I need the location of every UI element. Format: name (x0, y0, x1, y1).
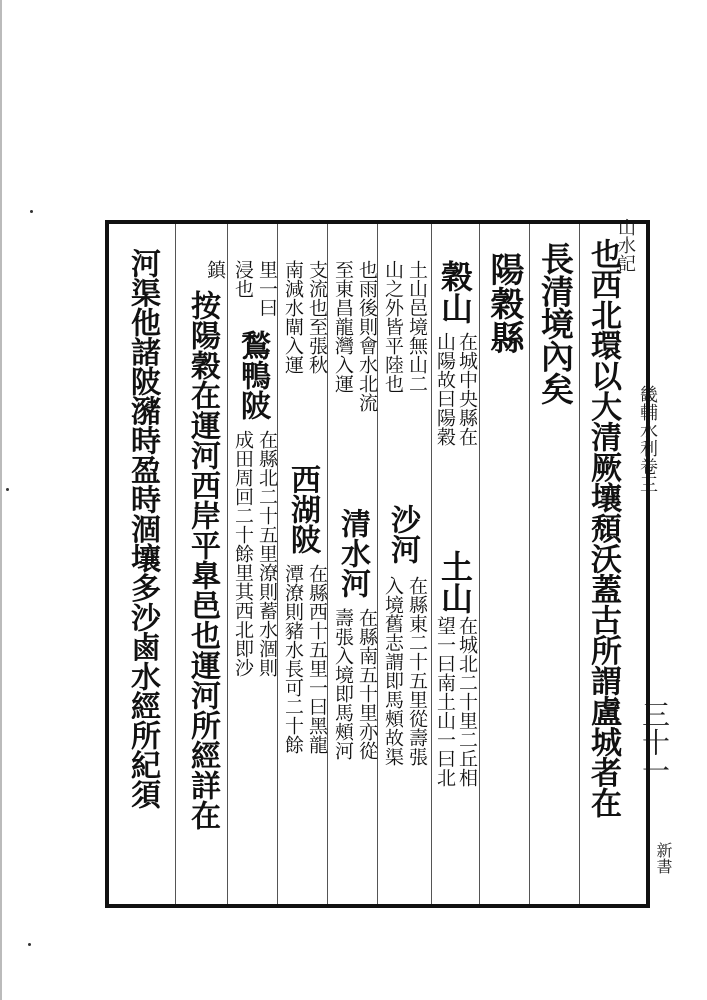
mountain-name-gushan: 穀山 (436, 260, 474, 324)
annotation-left: 南減水閘入運 (282, 260, 304, 374)
annotation-left: 入境舊志謂即馬頰故渠 (382, 576, 404, 766)
mountain-name-tushan: 土山 (436, 550, 474, 614)
top-right-fragment: 山水記 (615, 218, 636, 272)
annotation-right: 里一曰 (256, 260, 278, 317)
ink-speck (30, 210, 33, 213)
annotation-right: 支流也至張秋 (306, 260, 328, 374)
volume-label: 畿輔水利卷三 (637, 385, 658, 493)
annotation-left: 潭潦則豬水長可二十餘 (282, 564, 304, 754)
text-column-13 (181, 246, 227, 896)
column-rule (175, 224, 176, 904)
commentary-column: 河渠他諸陂瀦時盈時涸壤多沙鹵水經所紀須 (125, 248, 160, 809)
annotation-right: 在城北二十里二丘相 (456, 616, 478, 787)
annotation-left: 望一曰南土山一曰北 (434, 616, 456, 787)
column-rule (227, 224, 228, 904)
text-column-11 (233, 246, 279, 896)
text-column-7 (333, 246, 379, 896)
page-left-edge (0, 0, 2, 1000)
annotation-right: 土山邑境無山二 (406, 260, 428, 393)
annotation-left: 山陽故曰陽穀 (434, 332, 456, 446)
annotation-left: 山之外皆平陸也 (382, 260, 404, 393)
annotation-right: 在縣北二十五里潦則蓄水涸則 (256, 430, 278, 677)
column-rule (529, 224, 530, 904)
ink-speck (6, 488, 9, 491)
river-name-qingshuihe: 清水河 (335, 508, 370, 598)
commentary-column: 按陽穀在運河西岸平臯邑也運河所經詳在 (185, 290, 220, 830)
text-column-4 (435, 246, 479, 896)
page-number: 三十一 (638, 700, 671, 784)
text-column-9 (283, 246, 329, 896)
annotation-right: 在縣西十五里一曰黑龍 (306, 564, 328, 754)
column-rule (479, 224, 480, 904)
annotation-left: 壽張入境即馬頰河 (332, 608, 354, 760)
text-column-1: 也西北環以大清厥壤頹沃蓋古所謂盧城者在 (585, 238, 621, 818)
annotation-right: 也雨後則會水北流 (356, 260, 378, 412)
bottom-right-fragment: 新書 (654, 842, 673, 874)
text-column-2: 長清境內矣 (536, 242, 575, 405)
page-frame (105, 220, 650, 908)
annotation-right: 鎮 (204, 260, 226, 279)
pond-name-xihupi: 西湖陂 (285, 464, 320, 554)
river-name-shahe: 沙河 (385, 504, 420, 564)
annotation-left: 成田周回二十餘里其西北即沙 (232, 430, 254, 677)
annotation-right: 在縣東二十五里從壽張 (406, 576, 428, 766)
pond-name-qiuyapi: 鶖鴨陂 (235, 330, 270, 420)
annotation-left: 至東昌龍灣入運 (332, 260, 354, 393)
column-rule (431, 224, 432, 904)
county-title: 陽穀縣 (484, 252, 524, 354)
ink-speck (28, 943, 31, 946)
annotation-right: 在縣南五十里亦從 (356, 608, 378, 760)
column-rule (579, 224, 580, 904)
annotation-left: 浸也 (232, 260, 254, 298)
text-column-5 (383, 246, 429, 896)
annotation-right: 在城中央縣在 (456, 332, 478, 446)
